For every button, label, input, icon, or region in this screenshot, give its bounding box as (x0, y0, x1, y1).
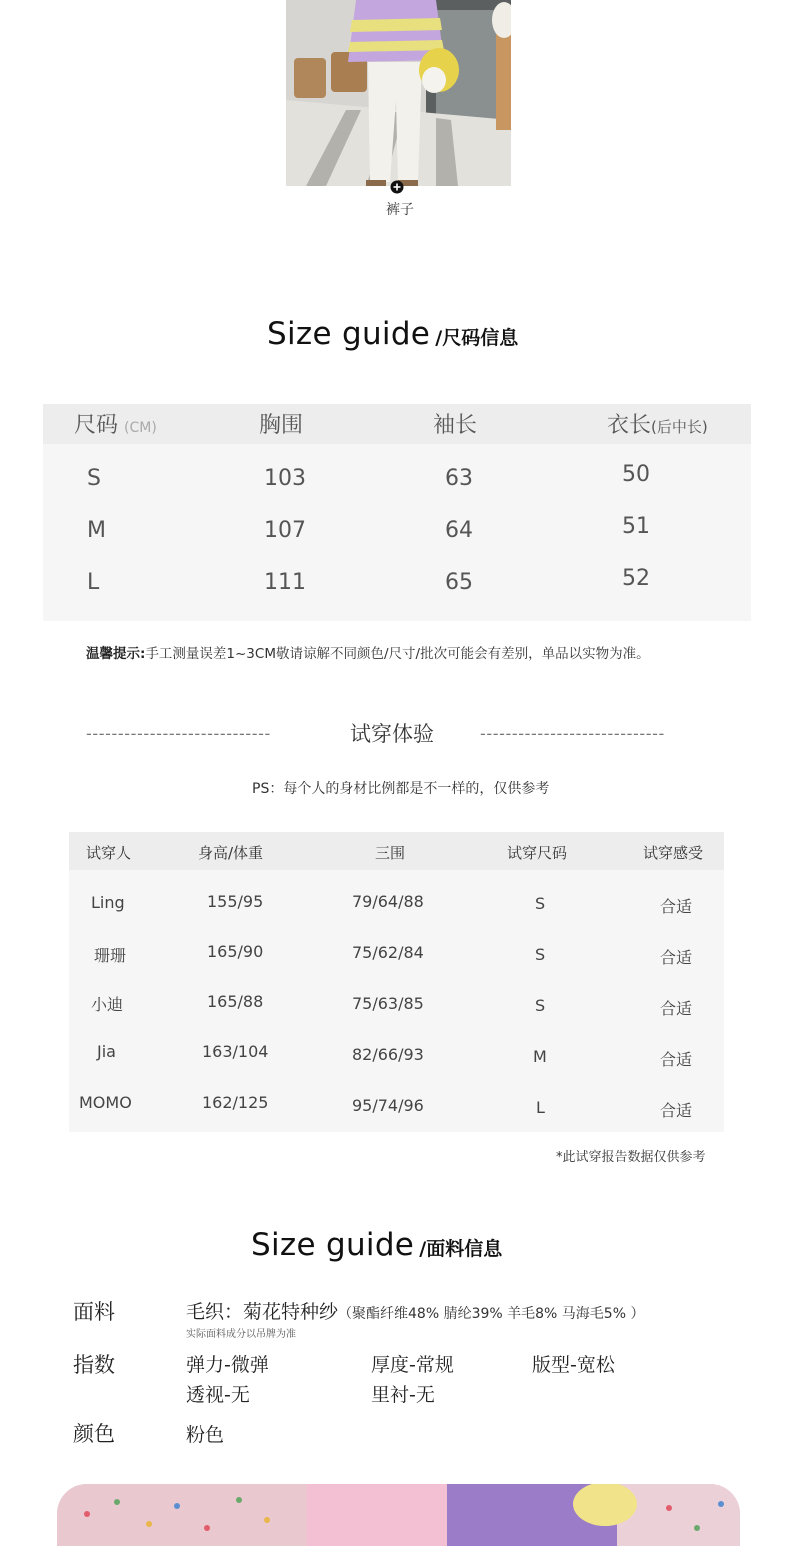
try-on-footnote: *此试穿报告数据仅供参考 (556, 1150, 706, 1165)
height-weight-cell: 162/125 (202, 1093, 269, 1112)
measurements-cell: 82/66/93 (352, 1045, 424, 1064)
size-guide-heading (267, 316, 518, 352)
sleeve-cell: 65 (445, 570, 473, 595)
length-cell: 50 (622, 462, 650, 487)
height-weight-cell: 165/90 (207, 942, 264, 961)
fit-feeling-column-header: 试穿感受 (643, 844, 704, 862)
length-cell: 52 (622, 566, 650, 591)
fit-feeling-cell: 合适 (660, 1050, 693, 1069)
height-weight-cell: 155/95 (207, 892, 264, 911)
thickness-value: 厚度-常规 (371, 1354, 454, 1376)
material-label: 面料 (73, 1300, 115, 1324)
sleeve-cell: 64 (445, 518, 473, 543)
fabric-title: Size guide (251, 1227, 415, 1263)
fit-feeling-cell: 合适 (660, 999, 693, 1018)
elasticity-value: 弹力-微弹 (186, 1354, 269, 1376)
tried-size-cell: M (533, 1047, 547, 1066)
height-weight-cell: 165/88 (207, 992, 264, 1011)
size-cell: M (87, 518, 106, 543)
fit-value: 版型-宽松 (532, 1354, 615, 1376)
tester-column-header: 试穿人 (86, 844, 132, 862)
material-note: 实际面料成分以吊牌为准 (186, 1329, 296, 1340)
measurements-column-header: 三围 (375, 844, 406, 862)
fabric-closeup-illustration (57, 1484, 740, 1546)
fit-feeling-cell: 合适 (660, 897, 693, 916)
height-weight-column-header: 身高/体重 (198, 844, 264, 862)
tester-cell: Ling (91, 893, 125, 912)
try-on-table (69, 832, 724, 1132)
try-on-title: 试穿体验 (350, 722, 434, 746)
fit-feeling-cell: 合适 (660, 948, 693, 967)
material-value (186, 1297, 644, 1324)
chest-cell: 103 (264, 466, 306, 491)
divider-right: ----------------------------- (480, 724, 665, 740)
tried-size-cell: S (535, 945, 546, 964)
fabric-subtitle: /面料信息 (419, 1238, 503, 1260)
measurements-cell: 75/63/85 (352, 994, 424, 1013)
material-detail: （聚酯纤维48% 腈纶39% 羊毛8% 马海毛5% ） (338, 1306, 645, 1322)
measurement-tip (86, 642, 650, 662)
size-column-header (74, 408, 157, 439)
plus-circle-icon[interactable] (390, 180, 404, 194)
color-label: 颜色 (73, 1422, 115, 1446)
size-cell: S (87, 466, 101, 491)
sleeve-cell: 63 (445, 466, 473, 491)
measurements-cell: 79/64/88 (352, 892, 424, 911)
tip-text: 手工测量误差1~3CM敬请谅解不同颜色/尺寸/批次可能会有差别，单品以实物为准。 (145, 646, 650, 662)
length-column-header (607, 408, 708, 439)
chest-cell: 111 (264, 570, 306, 595)
length-header-note: (后中长) (651, 418, 708, 436)
fit-feeling-cell: 合适 (660, 1101, 693, 1120)
height-weight-cell: 163/104 (202, 1042, 269, 1061)
length-cell: 51 (622, 514, 650, 539)
transparency-value: 透视-无 (186, 1384, 250, 1406)
tried-size-cell: L (536, 1098, 545, 1117)
tried-size-cell: S (535, 996, 546, 1015)
fabric-closeup-photo (57, 1484, 740, 1564)
tried-size-column-header: 试穿尺码 (507, 844, 568, 862)
product-photo (286, 0, 511, 186)
tried-size-cell: S (535, 894, 546, 913)
tester-cell: 珊珊 (94, 946, 127, 965)
measurements-cell: 95/74/96 (352, 1096, 424, 1115)
sleeve-column-header: 袖长 (433, 413, 478, 438)
ps-note: PS：每个人的身材比例都是不一样的，仅供参考 (252, 781, 550, 797)
tester-cell: MOMO (79, 1093, 132, 1112)
fabric-heading (251, 1227, 502, 1263)
measurements-cell: 75/62/84 (352, 943, 424, 962)
length-header-label: 衣长 (607, 413, 652, 438)
size-cell: L (87, 570, 100, 595)
tester-cell: 小迪 (91, 995, 124, 1014)
chest-cell: 107 (264, 518, 306, 543)
product-photo-illustration (286, 0, 511, 186)
size-guide-subtitle: /尺码信息 (435, 327, 519, 349)
lining-value: 里衬-无 (371, 1384, 435, 1406)
color-value: 粉色 (186, 1424, 225, 1446)
tester-cell: Jia (97, 1042, 116, 1061)
tip-label: 温馨提示: (86, 646, 146, 662)
divider-left: ----------------------------- (86, 724, 271, 740)
size-header-label: 尺码 (74, 413, 119, 438)
size-unit-label: (CM) (124, 420, 157, 436)
material-main: 毛织：菊花特种纱 (186, 1301, 339, 1323)
index-label: 指数 (73, 1353, 115, 1377)
photo-caption: 裤子 (386, 202, 414, 218)
chest-column-header: 胸围 (259, 413, 304, 438)
size-guide-title: Size guide (267, 316, 431, 352)
